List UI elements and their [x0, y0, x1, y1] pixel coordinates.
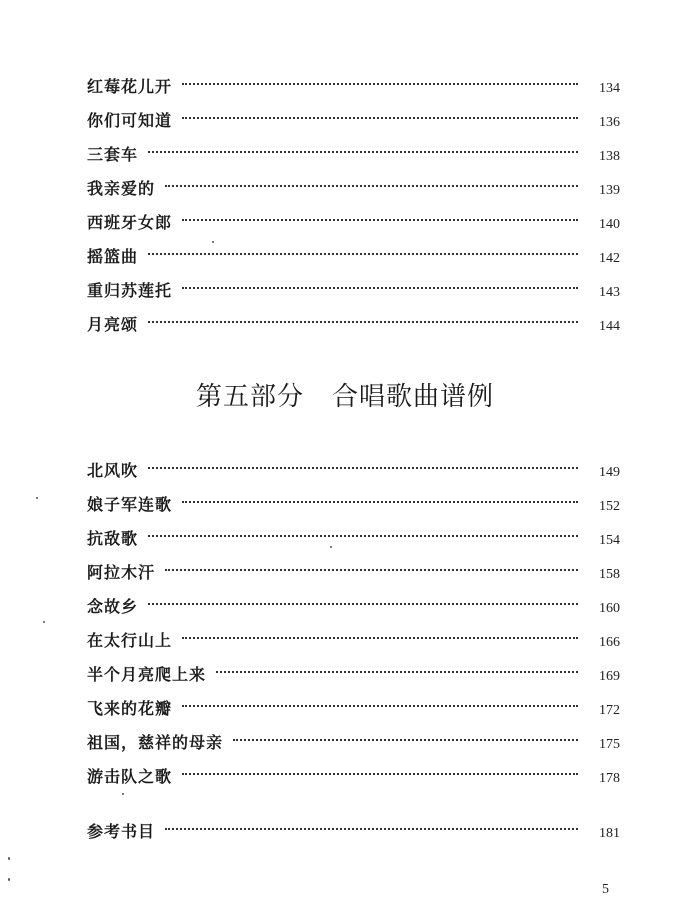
- entry-title: 西班牙女郎: [87, 213, 173, 232]
- entry-page-number: 144: [599, 319, 620, 334]
- toc-list-part4: [87, 70, 620, 342]
- toc-entry[interactable]: [87, 70, 620, 104]
- entry-page-number: 149: [599, 465, 620, 480]
- dot-leader: [233, 738, 578, 741]
- toc-entry[interactable]: [87, 172, 620, 206]
- entry-title: 北风吹: [87, 461, 139, 480]
- toc-entry[interactable]: [87, 760, 620, 794]
- scan-speck: [212, 241, 214, 243]
- entry-title: 娘子军连歌: [87, 495, 173, 514]
- entry-page-number: 154: [599, 533, 620, 548]
- section-part-label: 第五部分: [195, 382, 304, 412]
- entry-page-number: 166: [599, 635, 620, 650]
- toc-entry[interactable]: [87, 488, 620, 522]
- toc-entry[interactable]: [87, 308, 620, 342]
- entry-title: 祖国，慈祥的母亲: [87, 733, 224, 752]
- dot-leader: [182, 636, 578, 639]
- dot-leader: [182, 704, 578, 707]
- toc-entry[interactable]: [87, 692, 620, 726]
- entry-page-number: 178: [599, 771, 620, 786]
- entry-page-number: 136: [599, 115, 620, 130]
- toc-entry-bibliography[interactable]: [87, 815, 620, 849]
- dot-leader: [182, 500, 578, 503]
- toc-entry[interactable]: [87, 624, 620, 658]
- dot-leader: [165, 568, 578, 571]
- entry-page-number: 169: [599, 669, 620, 684]
- entry-page-number: 181: [599, 826, 620, 841]
- dot-leader: [182, 82, 578, 85]
- toc-list-part5: [87, 454, 620, 794]
- scan-speck: [8, 857, 10, 860]
- dot-leader: [148, 150, 578, 153]
- toc-entry[interactable]: [87, 590, 620, 624]
- toc-entry[interactable]: [87, 274, 620, 308]
- scan-speck: [330, 546, 332, 548]
- entry-page-number: 175: [599, 737, 620, 752]
- entry-page-number: 152: [599, 499, 620, 514]
- entry-page-number: 158: [599, 567, 620, 582]
- entry-title: 飞来的花瓣: [87, 699, 173, 718]
- dot-leader: [165, 827, 578, 830]
- toc-entry[interactable]: [87, 206, 620, 240]
- scan-speck: [43, 621, 45, 623]
- entry-title: 重归苏莲托: [87, 281, 173, 300]
- dot-leader: [182, 218, 578, 221]
- entry-title: 阿拉木汗: [87, 563, 156, 582]
- toc-entry[interactable]: [87, 138, 620, 172]
- dot-leader: [148, 534, 578, 537]
- entry-title: 红莓花儿开: [87, 77, 173, 96]
- entry-page-number: 140: [599, 217, 620, 232]
- toc-entry[interactable]: [87, 240, 620, 274]
- toc-entry[interactable]: [87, 658, 620, 692]
- entry-page-number: 142: [599, 251, 620, 266]
- entry-page-number: 172: [599, 703, 620, 718]
- entry-title: 在太行山上: [87, 631, 173, 650]
- toc-entry[interactable]: [87, 104, 620, 138]
- toc-list-bibliography: [87, 815, 620, 849]
- dot-leader: [148, 466, 578, 469]
- dot-leader: [165, 184, 578, 187]
- dot-leader: [182, 286, 578, 289]
- entry-title: 三套车: [87, 145, 139, 164]
- scan-speck: [36, 497, 38, 499]
- dot-leader: [148, 252, 578, 255]
- page-footer-number: 5: [602, 882, 609, 897]
- section-heading: [0, 376, 690, 413]
- entry-title: 抗敌歌: [87, 529, 139, 548]
- dot-leader: [148, 602, 578, 605]
- entry-title: 摇篮曲: [87, 247, 139, 266]
- entry-page-number: 143: [599, 285, 620, 300]
- entry-page-number: 139: [599, 183, 620, 198]
- scan-speck: [8, 878, 10, 881]
- entry-title: 念故乡: [87, 597, 139, 616]
- toc-entry[interactable]: [87, 556, 620, 590]
- toc-entry[interactable]: [87, 522, 620, 556]
- entry-title: 游击队之歌: [87, 767, 173, 786]
- entry-title: 月亮颂: [87, 315, 139, 334]
- entry-title: 我亲爱的: [87, 179, 156, 198]
- section-title: 合唱歌曲谱例: [332, 382, 495, 412]
- dot-leader: [216, 670, 578, 673]
- toc-entry[interactable]: [87, 454, 620, 488]
- entry-page-number: 134: [599, 81, 620, 96]
- entry-page-number: 138: [599, 149, 620, 164]
- dot-leader: [148, 320, 578, 323]
- dot-leader: [182, 772, 578, 775]
- scan-speck: [122, 793, 124, 795]
- entry-title: 参考书目: [87, 822, 156, 841]
- entry-title: 半个月亮爬上来: [87, 665, 207, 684]
- entry-title: 你们可知道: [87, 111, 173, 130]
- entry-page-number: 160: [599, 601, 620, 616]
- toc-entry[interactable]: [87, 726, 620, 760]
- dot-leader: [182, 116, 578, 119]
